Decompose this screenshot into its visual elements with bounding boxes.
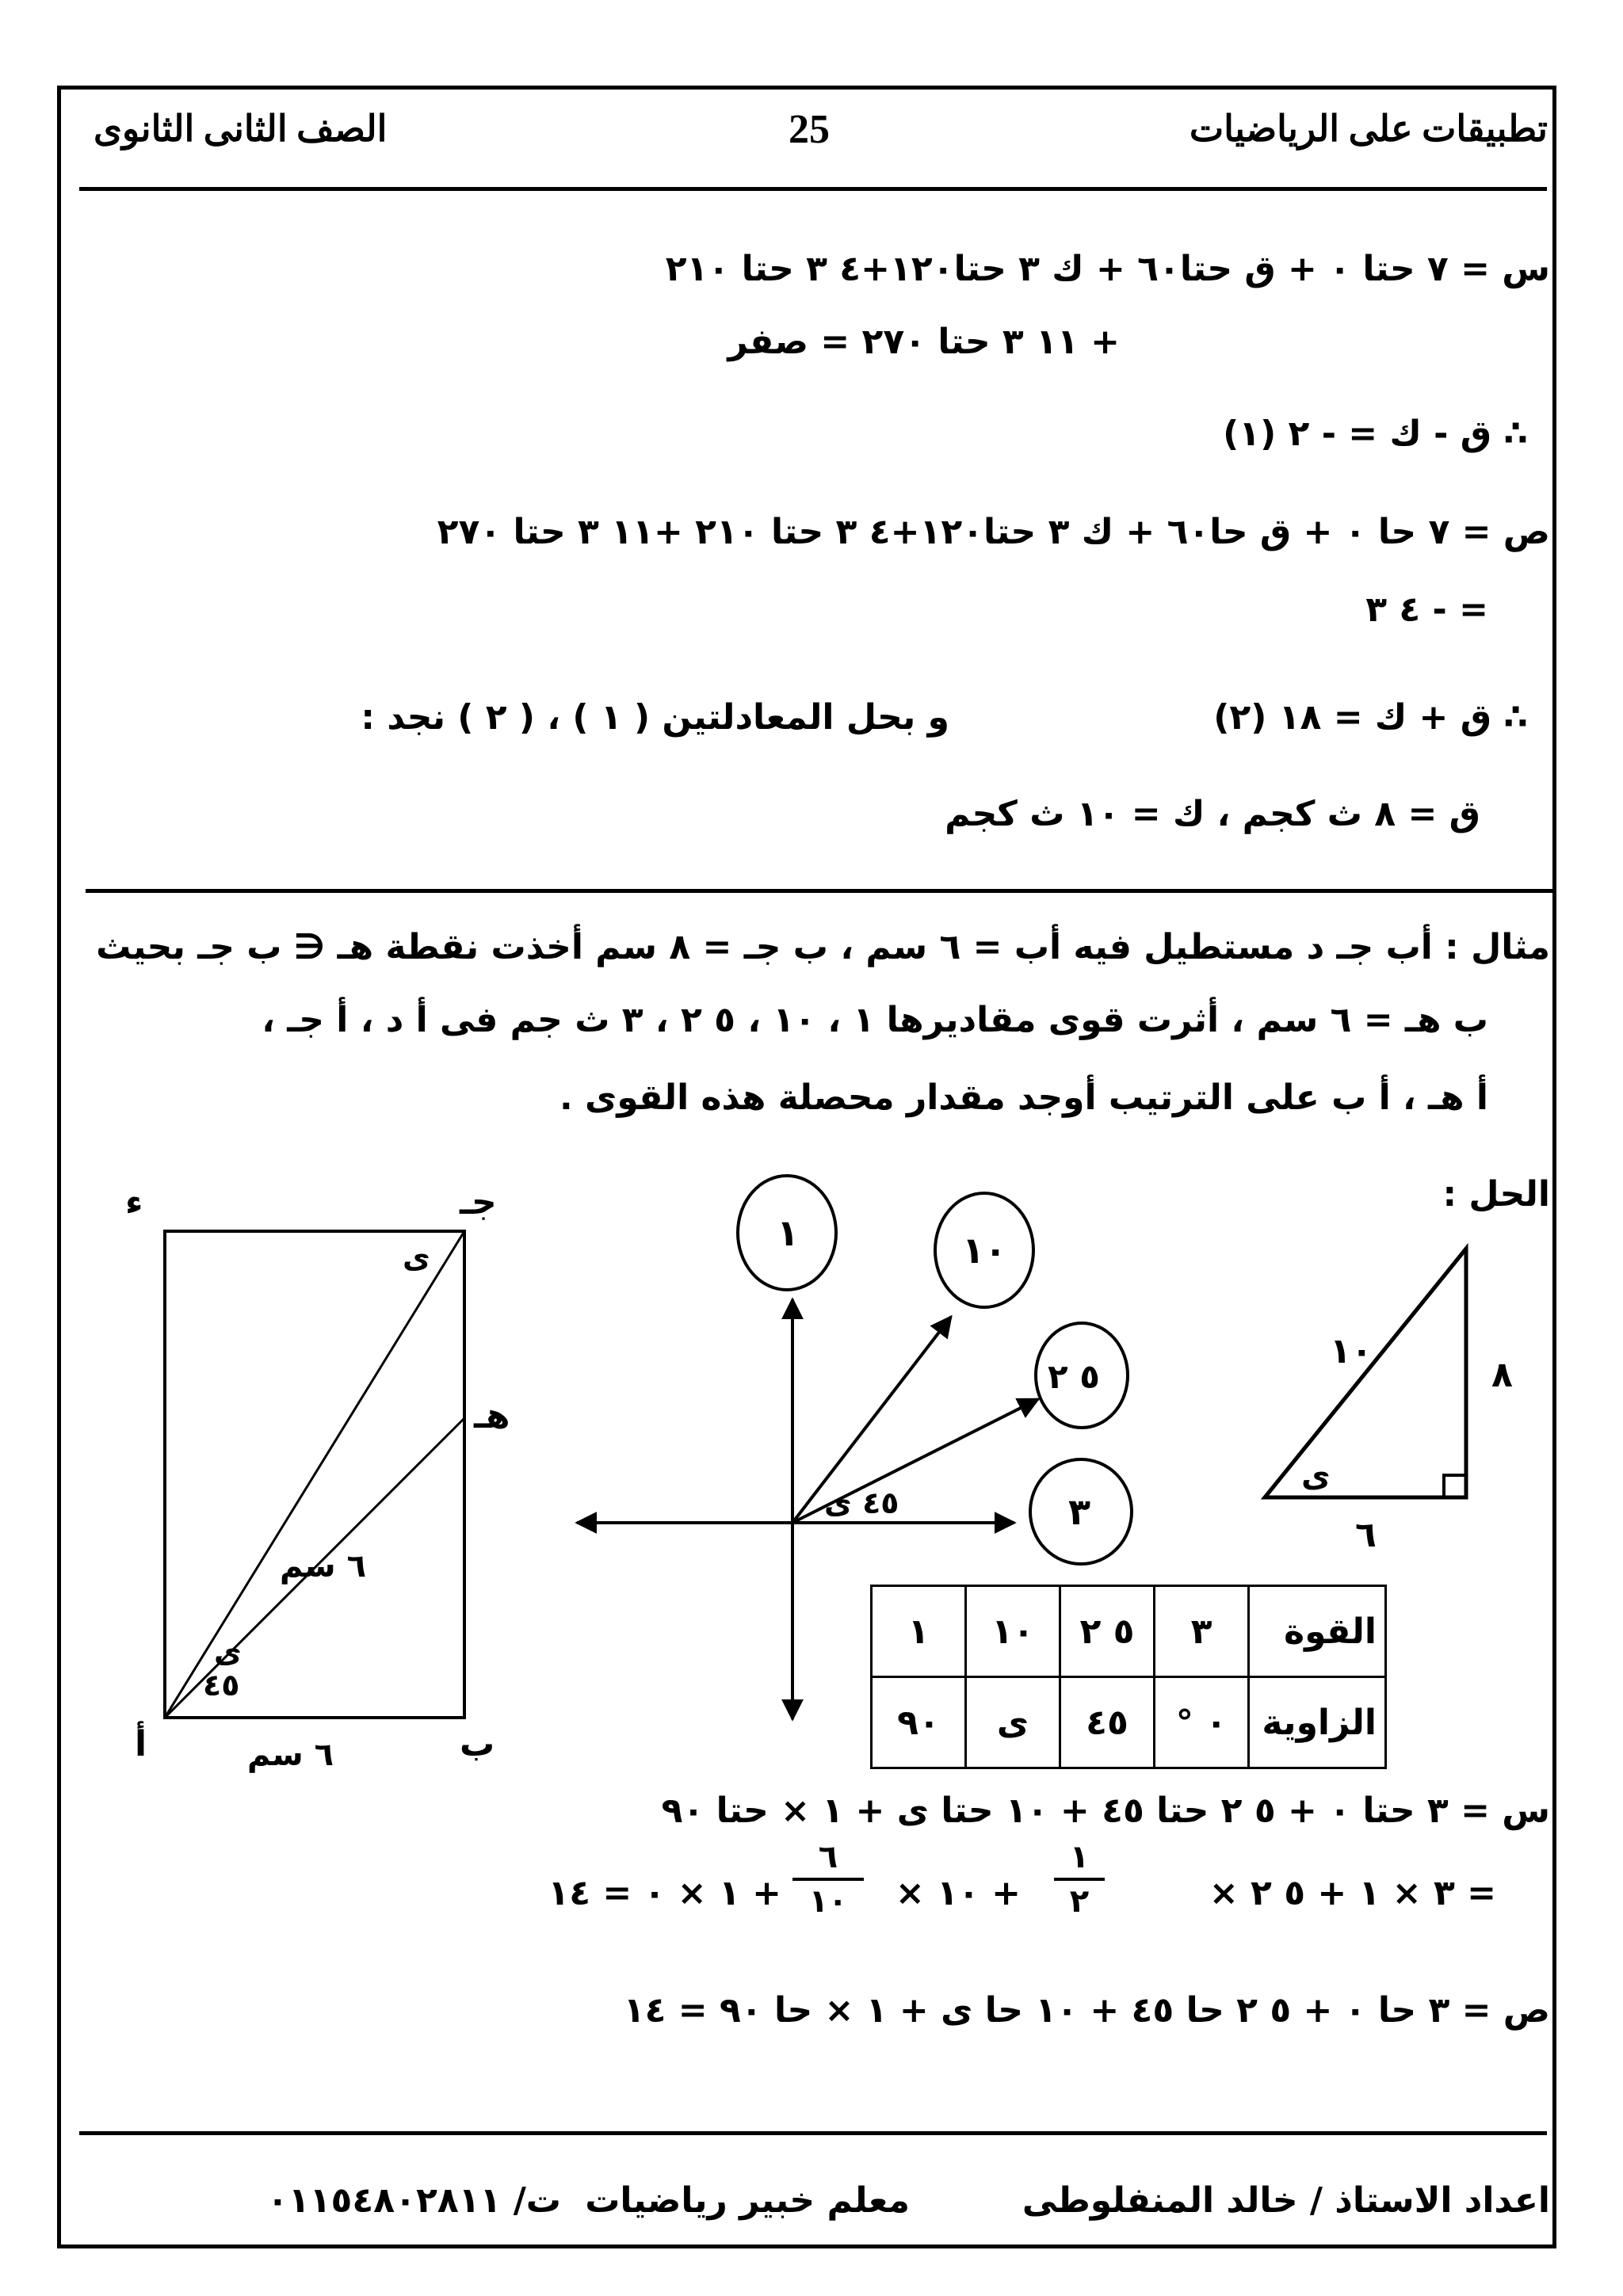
example-line-1: مثال : أب جـ د مستطيل فيه أب = ٦ سم ، ب جـ = ٨ سم أخذت نقطة هـ ∈ ب جـ بحيث — [96, 927, 1550, 967]
right-angle-mark — [1444, 1475, 1466, 1497]
equation-y-line2: = - ٤ ٣ — [1365, 589, 1488, 630]
example-line-2: ب هـ = ٦ سم ، أثرت قوى مقاديرها ١ ، ١٠ ، ٥ ٢ ، ٣ ث جم فى أ د ، أ جـ ، — [262, 1000, 1488, 1040]
solve-note: و بحل المعادلتين ( ١ ) ، ( ٢ ) نجد : — [361, 697, 949, 738]
footer-author: اعداد الاستاذ / خالد المنفلوطى — [1022, 2180, 1550, 2221]
table-row — [872, 1677, 1386, 1768]
vertex-c-label: جـ — [460, 1182, 497, 1222]
equation-result-2: ∴ ق + ك = ١٨ (٢) — [1213, 697, 1528, 738]
fraction-bar — [1054, 1878, 1105, 1881]
footer-role: معلم خبير رياضيات — [585, 2180, 910, 2221]
sum-x-line2-mid: + ١٠ × — [895, 1873, 1021, 1913]
footer-phone: ت/ ٠١١٥٤٨٠٢٨١١ — [266, 2180, 561, 2221]
rectangle-diagram — [111, 1173, 523, 1775]
force-angle-label: ٤٥ ى — [824, 1486, 899, 1520]
header-grade-title: الصف الثانى الثانوى — [94, 109, 388, 149]
angle-top-label: ى — [403, 1240, 430, 1275]
equation-x-line1: س = ٧ حتا ٠ + ق حتا٦٠ + ك ٣ حتا١٢٠+٤ ٣ حتا ٢١٠ — [665, 249, 1550, 289]
sum-x-line2-right: + ١ × ٠ = ١٤ — [548, 1873, 781, 1913]
force-3-label: ٣ — [1068, 1490, 1091, 1533]
table-cell: ٣ — [1155, 1586, 1249, 1677]
triangle-base-label: ٦ — [1355, 1515, 1377, 1555]
right-triangle — [1265, 1249, 1466, 1497]
table-cell: ى — [966, 1677, 1060, 1768]
table-cell: ٠ ° — [1155, 1677, 1249, 1768]
table-row-label-angle: الزاوية — [1249, 1677, 1386, 1768]
force-10-label: ١٠ — [962, 1229, 1007, 1272]
equation-x-line2: + ١١ ٣ حتا ٢٧٠ = صفر — [727, 322, 1120, 362]
header-divider — [79, 187, 1547, 191]
vertex-d-label: ء — [125, 1182, 143, 1222]
vertex-b-label: ب — [460, 1724, 495, 1764]
table-cell: ١٠ — [966, 1586, 1060, 1677]
footer-divider — [79, 2131, 1547, 2135]
triangle-vert-label: ٨ — [1491, 1355, 1513, 1395]
triangle-angle-label: ى — [1301, 1458, 1331, 1494]
final-answer: ق = ٨ ث كجم ، ك = ١٠ ث كجم — [945, 794, 1480, 834]
fraction-bar — [792, 1878, 864, 1881]
section-divider — [86, 889, 1553, 893]
page-number: 25 — [789, 107, 830, 152]
fraction-1-numerator: ١ — [1069, 1839, 1090, 1875]
vertex-a-label: أ — [135, 1724, 147, 1764]
table-row-label-force: القوة — [1249, 1586, 1386, 1677]
fraction-2-denominator: ١٠ — [808, 1883, 848, 1920]
fraction-2-numerator: ٦ — [818, 1839, 838, 1875]
forces-table — [870, 1585, 1387, 1769]
triangle-hyp-label: ١٠ — [1330, 1331, 1373, 1371]
header-subject-title: تطبيقات على الرياضيات — [1189, 109, 1548, 149]
angle-low-label: ى — [214, 1634, 242, 1669]
sum-x-line1: س = ٣ حتا ٠ + ٥ ٢ حتا ٤٥ + ١٠ حتا ى + ١ × حتا ٩٠ — [661, 1791, 1550, 1831]
force-5root2-label: ٥ ٢ — [1048, 1357, 1100, 1396]
ab-length-label: ٦ سم — [247, 1737, 334, 1773]
table-cell: ٤٥ — [1060, 1677, 1155, 1768]
triangle-diagram — [1236, 1236, 1537, 1569]
force-1-label: ١ — [777, 1211, 800, 1254]
example-line-3: أ هـ ، أ ب على الترتيب أوجد مقدار محصلة هذه القوى . — [559, 1077, 1488, 1118]
fraction-6-over-10 — [792, 1839, 864, 1920]
solution-label: الحل : — [1442, 1174, 1550, 1215]
be-length-label: ٦ سم — [279, 1548, 366, 1585]
equation-result-1: ∴ ق - ك = - ٢ (١) — [1223, 414, 1528, 454]
diagonal-ac — [165, 1231, 464, 1718]
table-cell: ٥ ٢ — [1060, 1586, 1155, 1677]
fraction-1-denominator: ٢ — [1069, 1883, 1090, 1920]
fraction-1-over-root2 — [1054, 1839, 1105, 1920]
table-row — [872, 1586, 1386, 1677]
table-cell: ١ — [872, 1586, 966, 1677]
angle-45-label: ٤٥ — [203, 1668, 240, 1703]
sum-x-line2-left: = ٣ × ١ + ٥ ٢ × — [1209, 1873, 1496, 1913]
equation-y-line1: ص = ٧ حا ٠ + ق حا٦٠ + ك ٣ حتا١٢٠+٤ ٣ حتا ٢١٠ +١١ ٣ حتا ٢٧٠ — [437, 512, 1550, 552]
sum-y-line: ص = ٣ حا ٠ + ٥ ٢ حا ٤٥ + ١٠ حا ى + ١ × حا ٩٠ = ١٤ — [623, 1990, 1550, 2031]
table-cell: ٩٠ — [872, 1677, 966, 1768]
point-e-label: هـ — [474, 1396, 510, 1436]
